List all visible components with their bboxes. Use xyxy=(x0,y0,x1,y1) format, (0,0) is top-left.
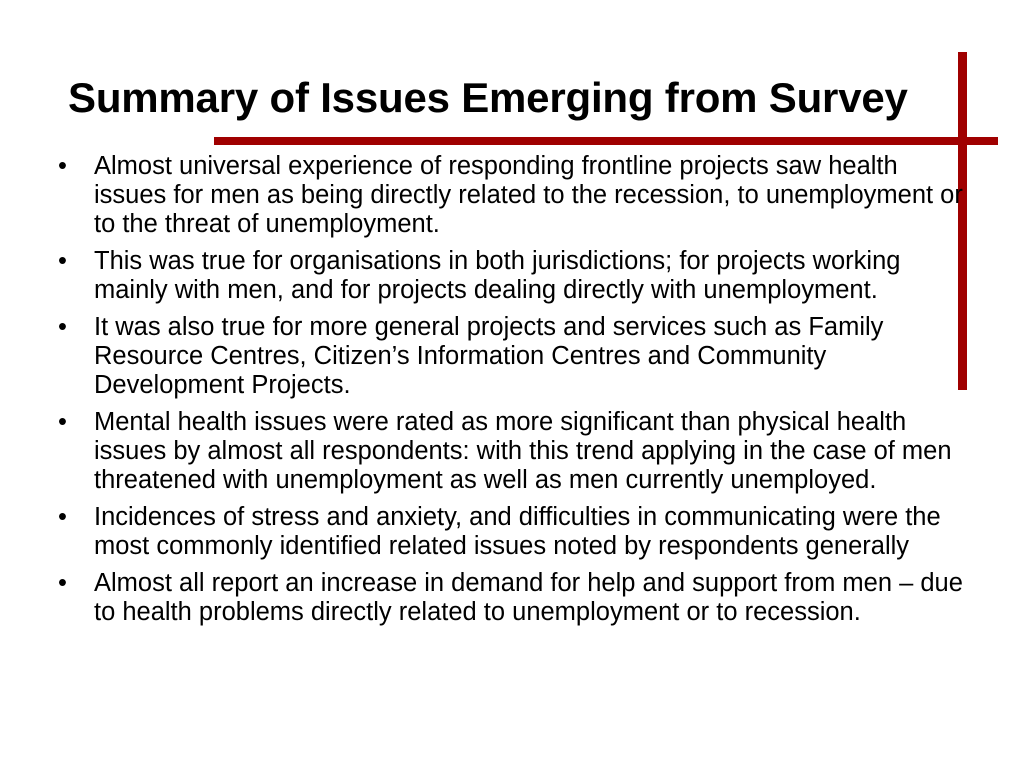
bullet-item xyxy=(58,313,968,400)
bullet-marker: • xyxy=(58,408,67,436)
bullet-text: This was true for organisations in both jurisdictions; for projects working mainly with men, and for projects dealing directly with unemployment. xyxy=(94,247,901,304)
bullet-list xyxy=(58,152,968,635)
bullet-marker: • xyxy=(58,503,67,531)
bullet-text: Almost universal experience of responding frontline projects saw health issues for men as being directly related to the recession, to unemployment or to the threat of unemployment. xyxy=(94,152,963,238)
bullet-item xyxy=(58,247,968,305)
bullet-text: It was also true for more general projects and services such as Family Resource Centres, Citizen’s Information Centres and Community Development Projects. xyxy=(94,313,884,399)
bullet-text: Almost all report an increase in demand for help and support from men – due to health problems directly related to unemployment or to recession. xyxy=(94,569,963,626)
bullet-text: Mental health issues were rated as more significant than physical health issues by almost all respondents: with this trend applying in the case of men threatened with unemployment as well as men currently unemployed. xyxy=(94,408,952,494)
bullet-marker: • xyxy=(58,313,67,341)
bullet-text: Incidences of stress and anxiety, and difficulties in communicating were the most commonly identified related issues noted by respondents generally xyxy=(94,503,941,560)
bullet-item xyxy=(58,408,968,495)
title-underline-rule xyxy=(214,137,998,145)
bullet-marker: • xyxy=(58,569,67,597)
slide-title: Summary of Issues Emerging from Survey xyxy=(68,74,908,121)
bullet-marker: • xyxy=(58,247,67,275)
bullet-item xyxy=(58,569,968,627)
bullet-marker: • xyxy=(58,152,67,180)
bullet-item xyxy=(58,503,968,561)
bullet-item xyxy=(58,152,968,239)
